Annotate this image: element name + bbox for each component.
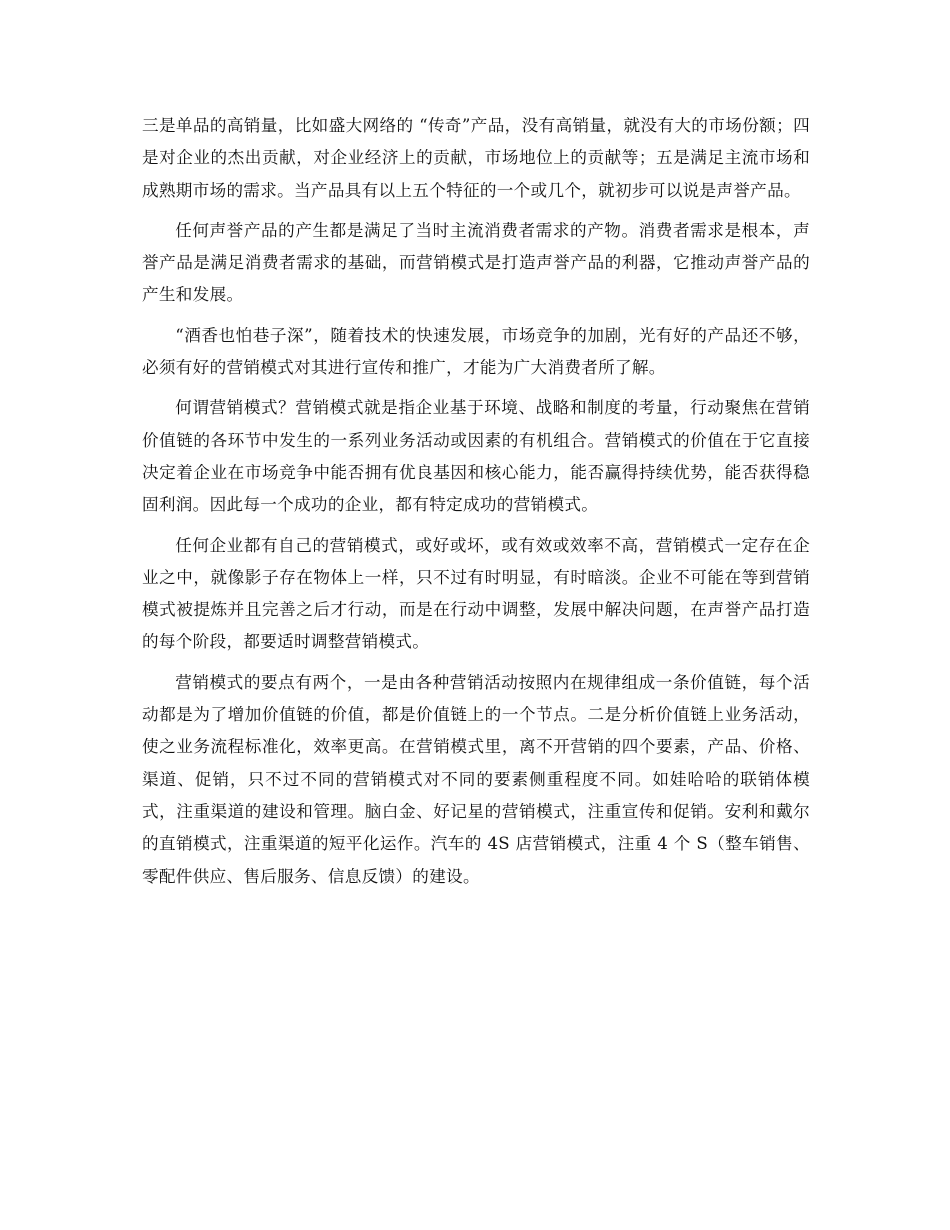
paragraph-1: 三是单品的高销量，比如盛大网络的 “传奇”产品，没有高销量，就没有大的市场份额；四是对企业的杰出贡献，对企业经济上的贡献，市场地位上的贡献等；五是满足主流市场和成熟期市场的需求。当产品具有以上五个特征的一个或几个，就初步可以说是声誉产品。: [142, 116, 810, 200]
paragraph-4: 何谓营销模式？营销模式就是指企业基于环境、战略和制度的考量，行动聚焦在营销价值链的各环节中发生的一系列业务活动或因素的有机组合。营销模式的价值在于它直接决定着企业在市场竞争中能否拥有优良基因和核心能力，能否赢得持续优势，能否获得稳固利润。因此每一个成功的企业，都有特定成功的营销模式。: [142, 398, 810, 515]
paragraph-6: 营销模式的要点有两个，一是由各种营销活动按照内在规律组成一条价值链，每个活动都是为了增加价值链的价值，都是价值链上的一个节点。二是分析价值链上业务活动，使之业务流程标准化，效率更高。在营销模式里，离不开营销的四个要素，产品、价格、渠道、促销，只不过不同的营销模式对不同的要素侧重程度不同。如娃哈哈的联销体模式，注重渠道的建设和管理。脑白金、好记星的营销模式，注重宣传和促销。安利和戴尔的直销模式，注重渠道的短平化运作。汽车的 4S 店营销模式，注重 4 个 S（整车销售、零配件供应、售后服务、信息反馈）的建设。: [142, 672, 810, 886]
paragraph-2: 任何声誉产品的产生都是满足了当时主流消费者需求的产物。消费者需求是根本，声誉产品是满足消费者需求的基础，而营销模式是打造声誉产品的利器，它推动声誉产品的产生和发展。: [142, 220, 810, 305]
paragraph-3: “酒香也怕巷子深”，随着技术的快速发展，市场竞争的加剧，光有好的产品还不够，必须有好的营销模式对其进行宣传和推广，才能为广大消费者所了解。: [142, 325, 810, 378]
paragraph-5: 任何企业都有自己的营销模式，或好或坏，或有效或效率不高，营销模式一定存在企业之中，就像影子存在物体上一样，只不过有时明显，有时暗淡。企业不可能在等到营销模式被提炼并且完善之后才行动，而是在行动中调整，发展中解决问题，在声誉产品打造的每个阶段，都要适时调整营销模式。: [142, 535, 810, 652]
document-body: [142, 110, 810, 901]
